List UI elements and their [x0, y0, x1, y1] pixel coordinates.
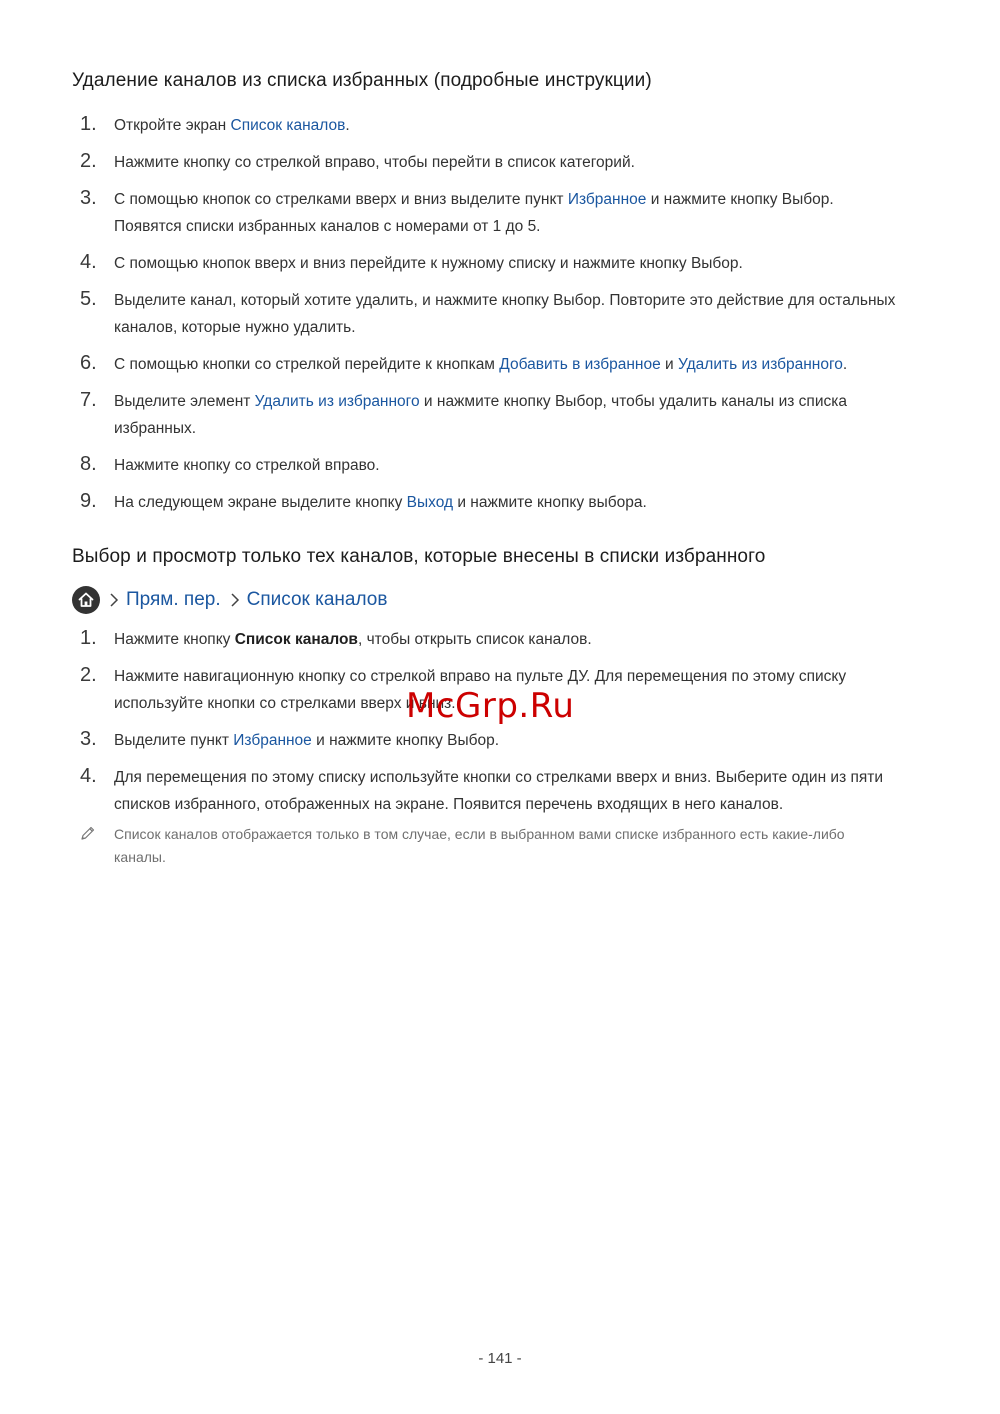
step-text-segment: Для перемещения по этому списку используйте кнопки со стрелками вверх и вниз. Выберите один из пяти списков избранного, отображенных на экране. Появится перечень входящих в него каналов. [114, 769, 884, 813]
step-text [114, 626, 904, 653]
step-item [0, 489, 1000, 516]
menu-item-reference[interactable]: Добавить в избранное [499, 356, 661, 373]
breadcrumb [72, 586, 387, 614]
step-number: 4. [80, 251, 97, 273]
step-text-segment: Откройте экран [114, 117, 231, 134]
step-number: 5. [80, 288, 97, 310]
step-text [114, 727, 904, 754]
step-number: 9. [80, 490, 97, 512]
step-text-segment: Выделите пункт [114, 732, 234, 749]
step-item [0, 452, 1000, 479]
step-text-segment: С помощью кнопок со стрелками вверх и вниз выделите пункт [114, 191, 568, 208]
menu-item-reference[interactable]: Список каналов [230, 117, 346, 134]
view-favorites-steps [0, 626, 1000, 828]
chevron-right-icon [228, 593, 242, 607]
home-icon [72, 586, 100, 614]
step-text-segment: и нажмите кнопку Выбор. Появятся списки избранных каналов с номерами от 1 до 5. [114, 191, 834, 235]
step-item [0, 112, 1000, 139]
section-heading-view-favorites: Выбор и просмотр только тех каналов, которые внесены в списки избранного [72, 546, 766, 567]
step-text [114, 250, 904, 277]
breadcrumb-channel-list[interactable]: Список каналов [246, 589, 388, 610]
step-text-segment: Нажмите кнопку со стрелкой вправо. [114, 457, 380, 474]
menu-item-reference[interactable]: Избранное [233, 732, 312, 749]
step-text [114, 452, 904, 479]
breadcrumb-live-tv[interactable]: Прям. пер. [126, 589, 221, 610]
step-item [0, 764, 1000, 818]
step-text [114, 489, 904, 516]
step-item [0, 186, 1000, 240]
step-text-segment: , чтобы открыть список каналов. [357, 631, 592, 648]
step-item [0, 149, 1000, 176]
step-number: 6. [80, 352, 97, 374]
step-text [114, 388, 904, 442]
menu-item-reference[interactable]: Выход [406, 494, 454, 511]
step-text-segment: Выделите элемент [114, 393, 255, 410]
step-item [0, 287, 1000, 341]
step-text-segment: и нажмите кнопку Выбор. [311, 732, 500, 749]
step-number: 4. [80, 765, 97, 787]
menu-item-reference[interactable]: Удалить из избранного [254, 393, 420, 410]
step-text [114, 351, 904, 378]
button-name-reference: Список каналов [234, 631, 358, 648]
step-number: 3. [80, 728, 97, 750]
step-text-segment: С помощью кнопок вверх и вниз перейдите к нужному списку и нажмите кнопку Выбор. [114, 255, 743, 272]
step-text-segment: . [842, 356, 848, 373]
step-text [114, 287, 904, 341]
step-number: 8. [80, 453, 97, 475]
watermark: McGrp.Ru [406, 686, 575, 726]
step-text-segment: Нажмите кнопку со стрелкой вправо, чтобы перейти в список категорий. [114, 154, 635, 171]
step-text-segment: Выделите канал, который хотите удалить, и нажмите кнопку Выбор. Повторите это действие для остальных каналов, которые нужно удалить. [114, 292, 896, 336]
step-number: 2. [80, 664, 97, 686]
step-text-segment: и нажмите кнопку выбора. [453, 494, 647, 511]
menu-item-reference[interactable]: Избранное [567, 191, 647, 208]
step-text [114, 149, 904, 176]
step-item [0, 626, 1000, 653]
step-item [0, 727, 1000, 754]
section-heading-remove-favorites: Удаление каналов из списка избранных (подробные инструкции) [72, 70, 652, 91]
step-item [0, 388, 1000, 442]
step-text [114, 764, 904, 818]
step-number: 3. [80, 187, 97, 209]
menu-item-reference[interactable]: Удалить из избранного [677, 356, 843, 373]
step-text [114, 112, 904, 139]
remove-favorites-steps [0, 112, 1000, 526]
step-text-segment: На следующем экране выделите кнопку [114, 494, 407, 511]
step-text-segment: Нажмите навигационную кнопку со стрелкой вправо на пульте ДУ. Для перемещения по этому списку используйте кнопки со стрелками вверх и вниз. [114, 668, 847, 712]
step-number: 1. [80, 113, 97, 135]
note [80, 823, 910, 869]
step-text [114, 186, 904, 240]
step-text-segment: Нажмите кнопку [114, 631, 235, 648]
step-number: 7. [80, 389, 97, 411]
step-number: 1. [80, 627, 97, 649]
step-item [0, 351, 1000, 378]
step-text-segment: . [345, 117, 350, 134]
page-number: - 141 - [478, 1350, 522, 1367]
pencil-icon [80, 825, 96, 841]
step-item [0, 250, 1000, 277]
step-text-segment: и [660, 356, 678, 373]
note-text: Список каналов отображается только в том случае, если в выбранном вами списке избранного есть какие-либо каналы. [114, 826, 845, 865]
step-text-segment: С помощью кнопки со стрелкой перейдите к кнопкам [114, 356, 500, 373]
chevron-right-icon [107, 593, 121, 607]
step-number: 2. [80, 150, 97, 172]
step-text-segment: и нажмите кнопку Выбор, чтобы удалить каналы из списка избранных. [114, 393, 847, 437]
